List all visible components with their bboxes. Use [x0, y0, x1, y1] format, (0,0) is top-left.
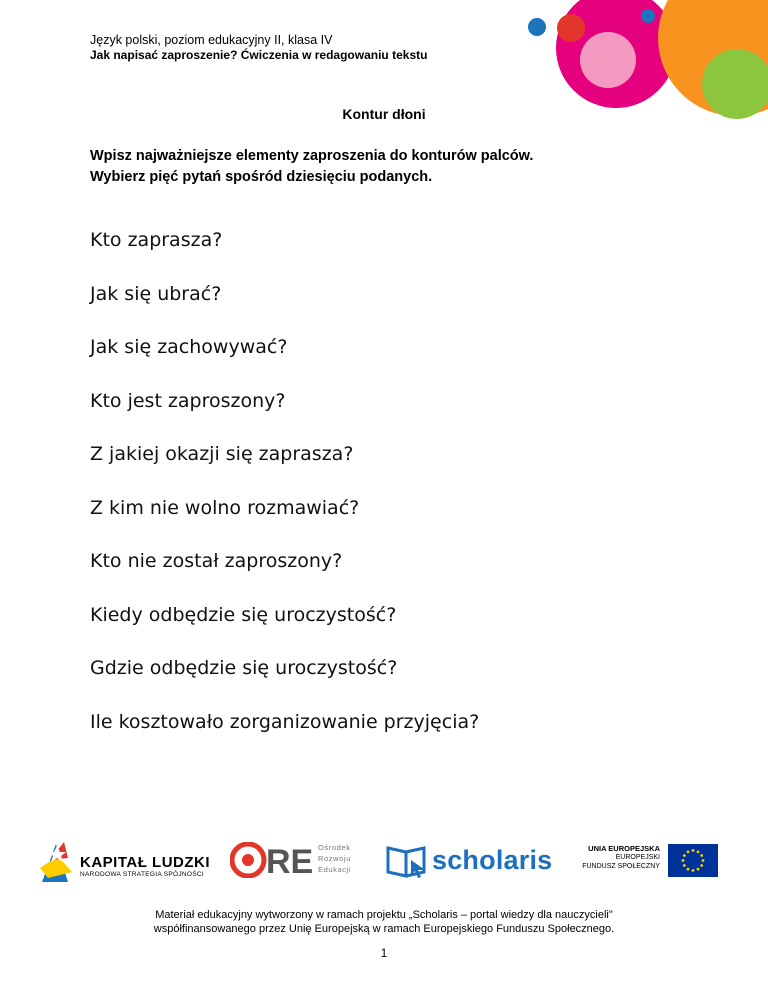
question-list [90, 228, 479, 763]
pink-circle [580, 32, 636, 88]
red-circle [557, 14, 585, 42]
question-item: Z kim nie wolno rozmawiać? [90, 496, 360, 519]
document-footer [0, 908, 768, 936]
question-item: Kto nie został zaproszony? [90, 550, 343, 572]
eu-star [697, 850, 700, 853]
page-title: Kontur dłoni [342, 106, 426, 122]
small-blue-circle [641, 9, 655, 23]
question-item: Jak się ubrać? [90, 282, 222, 305]
eu-star [692, 869, 695, 872]
ore-word-2: Rozwoju [318, 854, 351, 863]
eu-fund-line2: FUNDUSZ SPOŁECZNY [582, 863, 660, 870]
eu-star [700, 864, 703, 867]
footer-line-1: Materiał edukacyjny wytworzony w ramach projektu „Scholaris – portal wiedzy dla nauczycieli" [155, 909, 613, 921]
ore-word-3: Edukacji [318, 865, 352, 874]
page-number: 1 [380, 946, 388, 960]
eu-union: UNIA EUROPEJSKA [588, 844, 660, 853]
eu-star [700, 854, 703, 857]
eu-star [683, 854, 686, 857]
ore-logo-icon [230, 842, 314, 878]
question-item: Jak się zachowywać? [90, 336, 288, 358]
question-item: Kiedy odbędzie się uroczystość? [90, 603, 397, 626]
eu-star [682, 859, 685, 862]
kapital-ludzki-logo [80, 854, 210, 878]
question-item: Z jakiej okazji się zaprasza? [90, 443, 354, 465]
kapital-ludzki-subtitle: NARODOWA STRATEGIA SPÓJNOŚCI [80, 871, 204, 878]
header-subject: Język polski, poziom edukacyjny II, klasa IV [90, 33, 333, 47]
question-item: Gdzie odbędzie się uroczystość? [90, 657, 398, 679]
scholaris-book-icon [385, 844, 431, 880]
instruction-line-2: Wybierz pięć pytań spośród dziesięciu podanych. [90, 169, 433, 185]
eu-logo-text [560, 844, 660, 871]
scholaris-logo-text: scholaris [432, 845, 553, 875]
instruction-line-1: Wpisz najważniejsze elementy zaproszenia do konturów palców. [90, 148, 534, 164]
blue-circle [528, 18, 546, 36]
eu-star [687, 850, 690, 853]
eu-star [687, 868, 690, 871]
question-item: Ile kosztowało zorganizowanie przyjęcia? [90, 710, 480, 733]
eu-star [702, 859, 705, 862]
eu-star [683, 864, 686, 867]
eu-flag-icon [668, 844, 718, 877]
question-item: Kto jest zaproszony? [90, 389, 286, 412]
svg-text:RE: RE [266, 843, 314, 878]
ore-full-name [318, 842, 351, 875]
document-header [90, 33, 427, 63]
eu-star [692, 849, 695, 852]
instructions [90, 146, 533, 188]
header-lesson-title: Jak napisać zaproszenie? Ćwiczenia w redagowaniu tekstu [90, 48, 428, 62]
footer-line-2: współfinansowanego przez Unię Europejską w ramach Europejskiego Funduszu Społecznego. [153, 923, 615, 935]
sponsor-logos [0, 830, 768, 890]
kapital-ludzki-name: KAPITAŁ LUDZKI [80, 854, 211, 871]
eu-star [697, 868, 700, 871]
question-item: Kto zaprasza? [90, 229, 223, 251]
ore-word-1: Ośrodek [318, 843, 351, 852]
kapital-ludzki-logo-icon [38, 838, 76, 884]
eu-fund-line1: EUROPEJSKI [615, 854, 660, 861]
